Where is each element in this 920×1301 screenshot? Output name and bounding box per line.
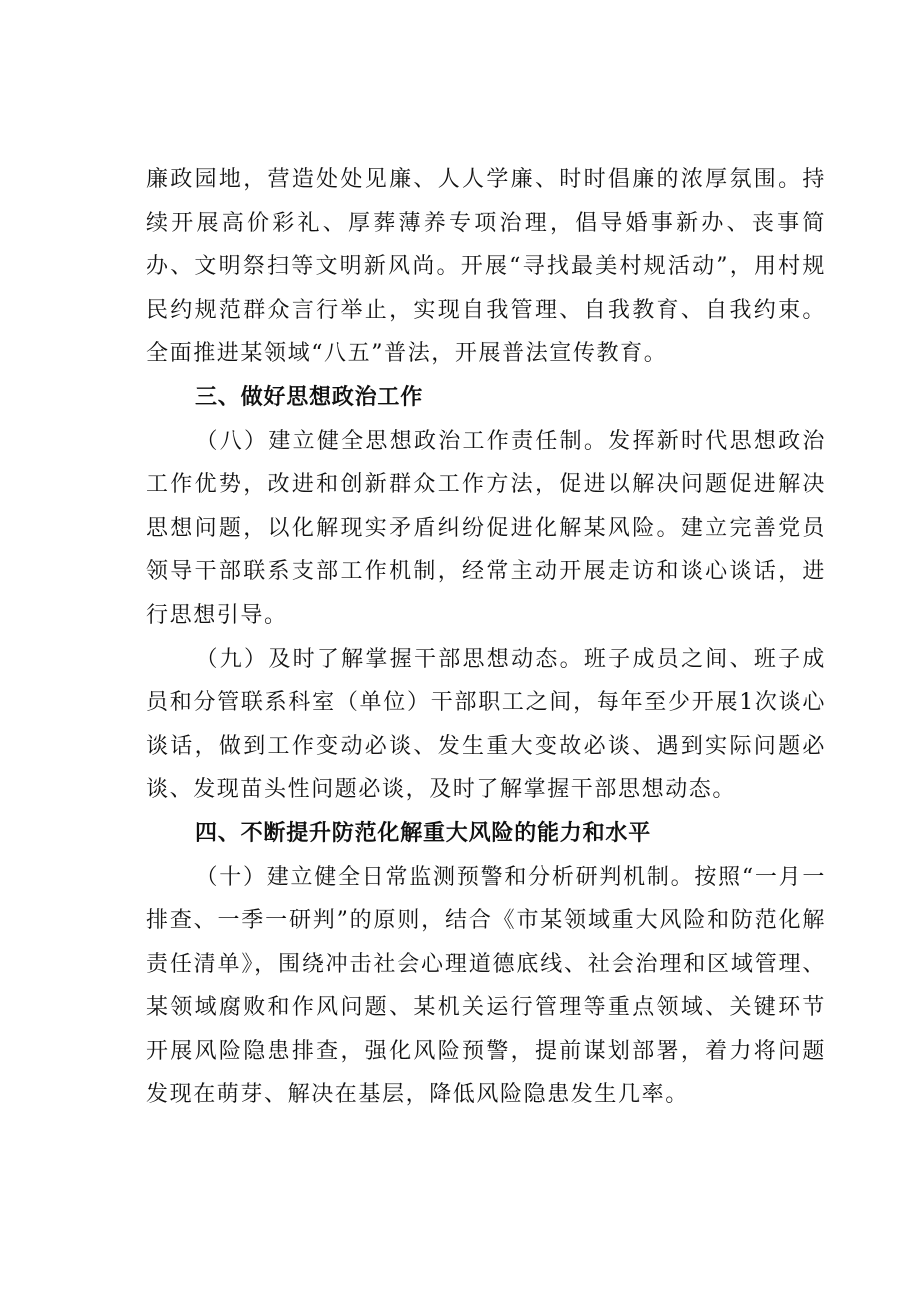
paragraph-item-10: （十）建立健全日常监测预警和分析研判机制。按照“一月一排查、一季一研判”的原则，结合《市某领域重大风险和防范化解责任清单》，围绕冲击社会心理道德底线、社会治理和区域管理、某领域腐败和作风问题、某机关运行管理等重点领域、关键环节开展风险隐患排查，强化风险预警，提前谋划部署，着力将问题发现在萌芽、解决在基层，降低风险隐患发生几率。 (146, 864, 826, 1108)
paragraph-item-9: （九）及时了解掌握干部思想动态。班子成员之间、班子成员和分管联系科室（单位）干部职工之间，每年至少开展1次谈心谈话，做到工作变动必谈、发生重大变故必谈、遇到实际问题必谈、发现苗头性问题必谈，及时了解掌握干部思想动态。 (146, 646, 826, 803)
section-heading-risk-prevention: 四、不断提升防范化解重大风险的能力和水平 (195, 820, 652, 846)
document-body (146, 158, 826, 1117)
paragraph-clean-government-culture: 廉政园地，营造处处见廉、人人学廉、时时倡廉的浓厚氛围。持续开展高价彩礼、厚葬薄养专项治理，倡导婚事新办、丧事简办、文明祭扫等文明新风尚。开展“寻找最美村规活动”，用村规民约规范群众言行举止，实现自我管理、自我教育、自我约束。全面推进某领域“八五”普法，开展普法宣传教育。 (146, 167, 826, 367)
section-heading-ideological-political-work: 三、做好思想政治工作 (195, 384, 424, 410)
paragraph-item-8: （八）建立健全思想政治工作责任制。发挥新时代思想政治工作优势，改进和创新群众工作方法，促进以解决问题促进解决思想问题，以化解现实矛盾纠纷促进化解某风险。建立完善党员领导干部联系支部工作机制，经常主动开展走访和谈心谈话，进行思想引导。 (146, 428, 826, 628)
